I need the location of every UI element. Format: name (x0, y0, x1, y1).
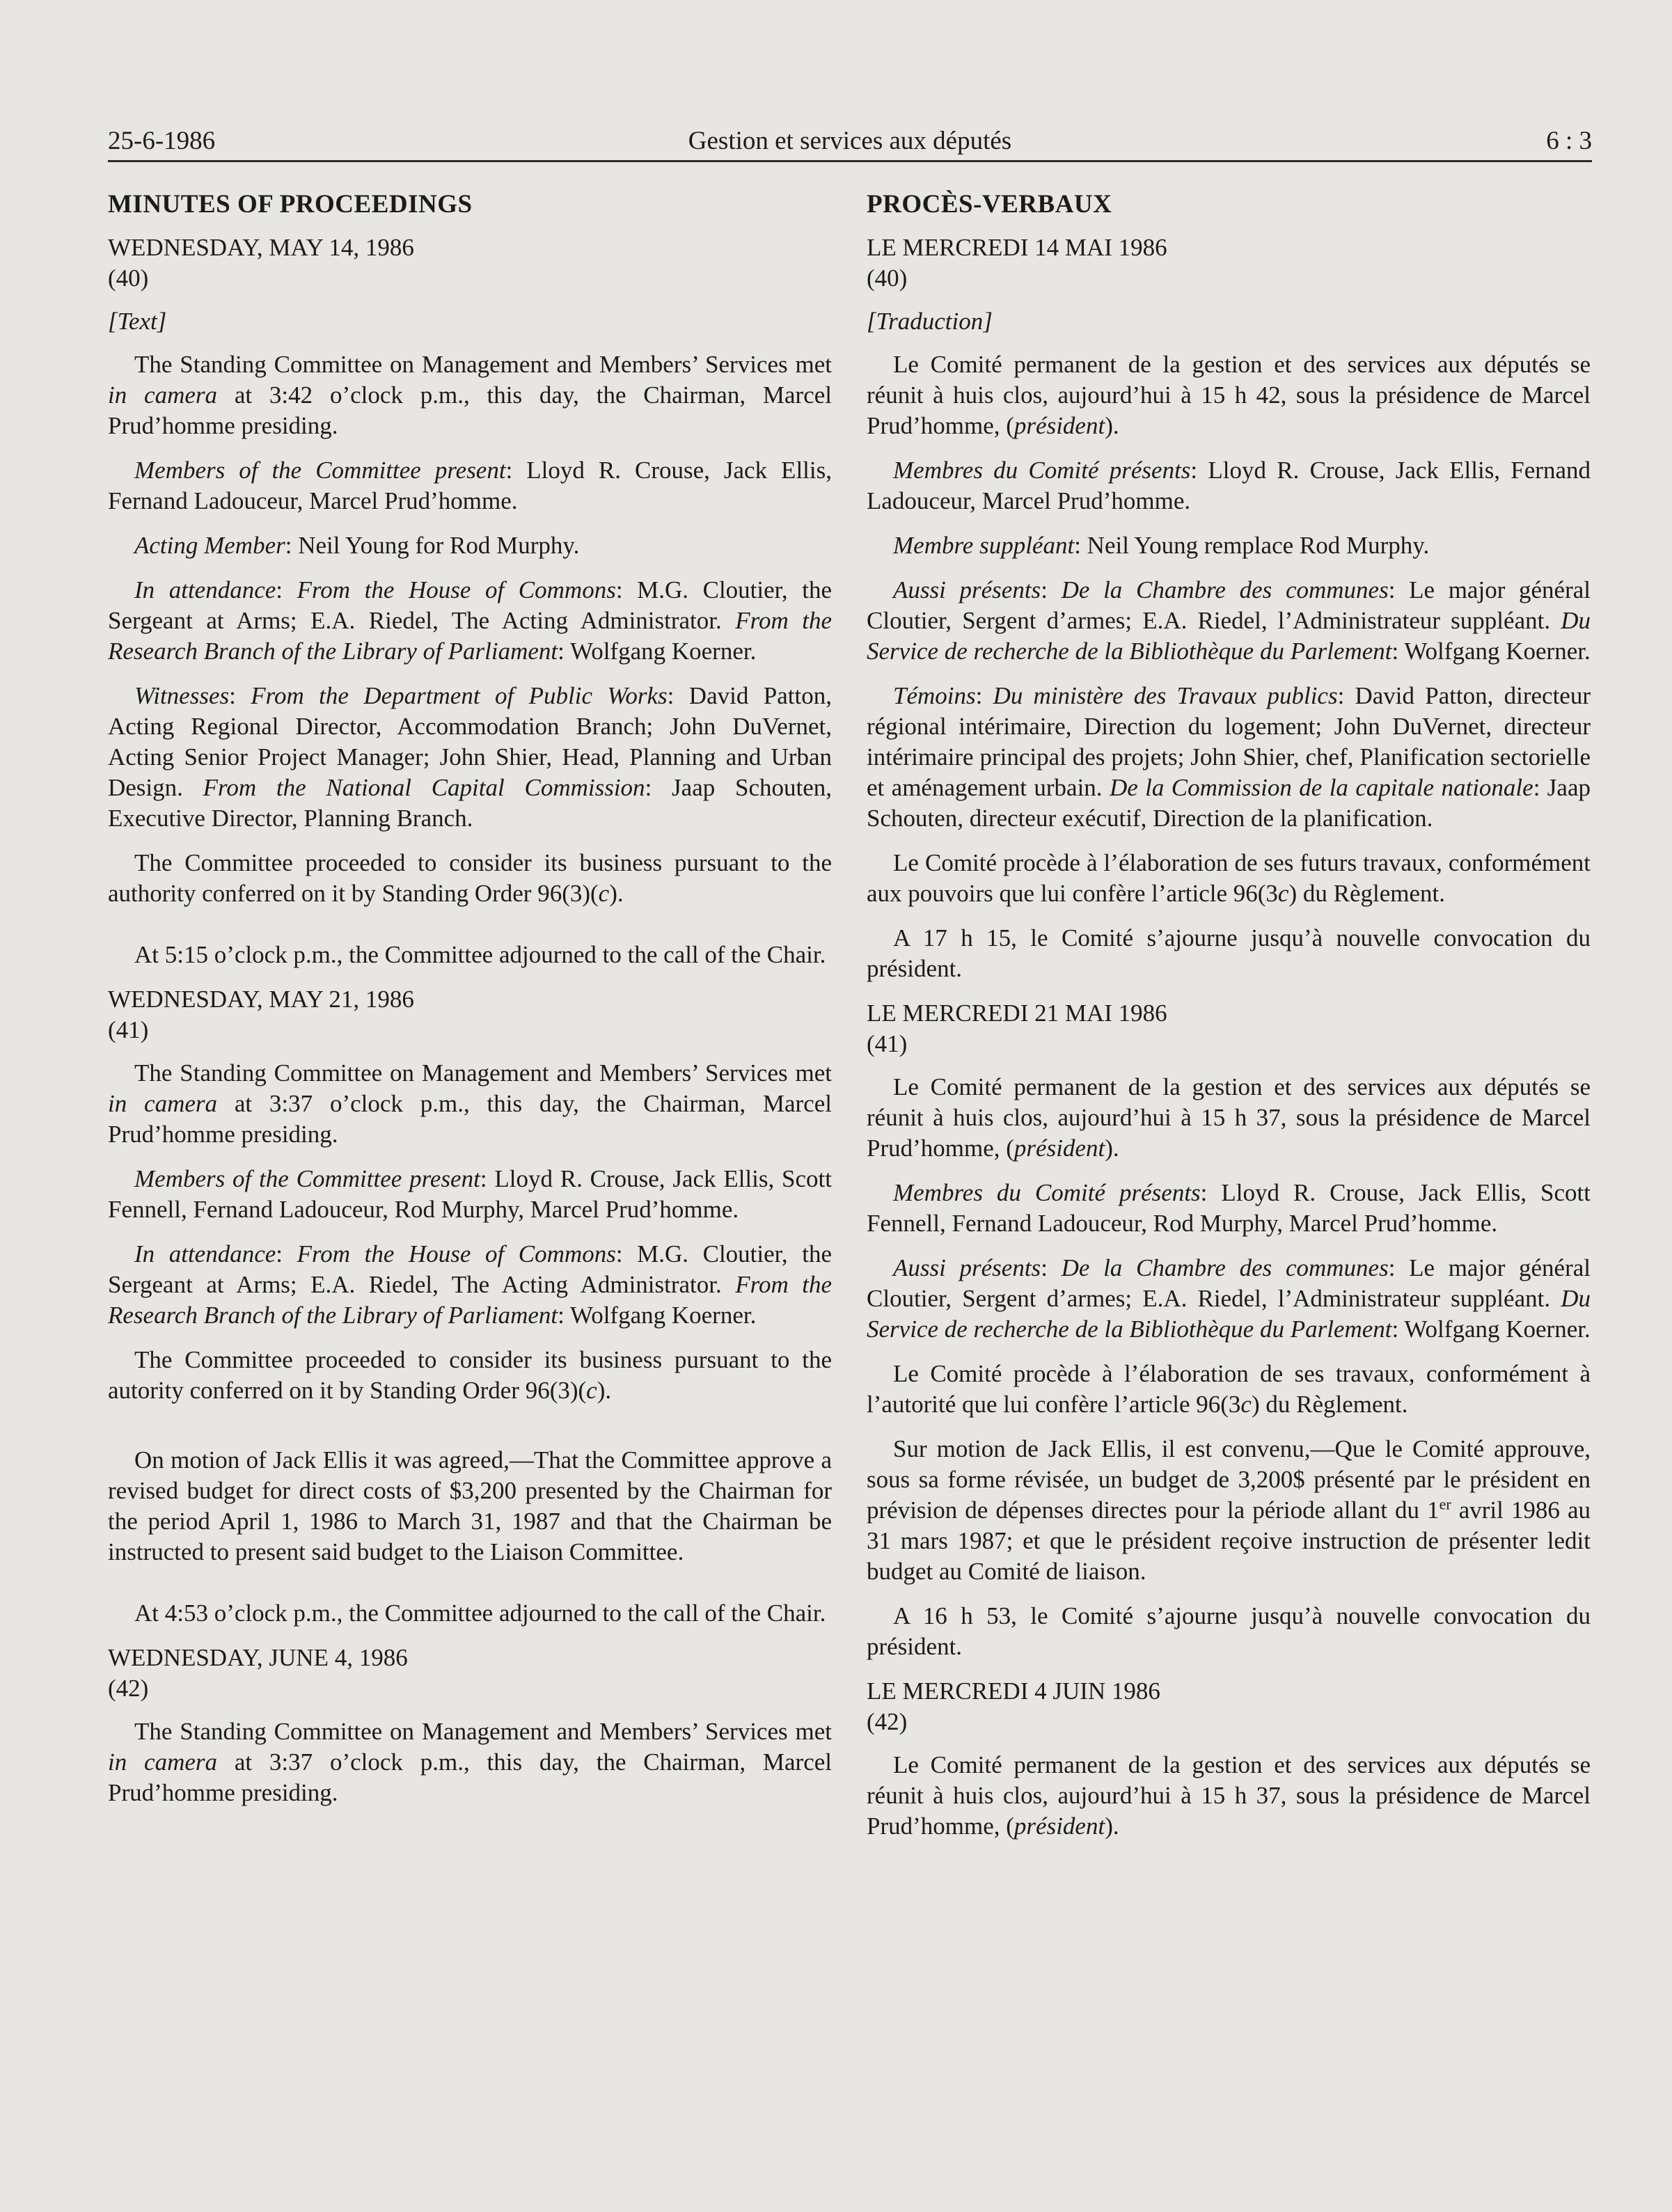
adjournment: At 5:15 o’clock p.m., the Committee adjourned to the call of the Chair. (134, 941, 826, 968)
english-heading: MINUTES OF PROCEEDINGS (108, 190, 473, 219)
sitting-intro: The Standing Committee on Management and Members’ Services met in camera at 3:42 o’clock p.m., this day, the Chairman, Marcel Prud’homme presiding. (108, 351, 832, 439)
sitting-date: WEDNESDAY, MAY 14, 1986 (108, 234, 414, 261)
motion-paragraph: On motion of Jack Ellis it was agreed,—That the Committee approve a revised budget for direct costs of $3,200 presented by the Chairman for the period April 1, 1986 to March 31, 1987 and that the Chairman be instructed to present said budget to the Liaison Committee. (108, 1446, 832, 1565)
header-title: Gestion et services aux députés (688, 127, 1012, 155)
sitting-intro: Le Comité permanent de la gestion et des services aux députés se réunit à huis clos, aujourd’hui à 15 h 42, sous la présidence de Marcel Prud’homme, (président). (867, 351, 1591, 439)
acting-member: Membre suppléant: Neil Young remplace Rod Murphy. (893, 532, 1430, 559)
members-present: Membres du Comité présents: Lloyd R. Crouse, Jack Ellis, Fernand Ladouceur, Marcel Prud’homme. (867, 457, 1591, 514)
header-date: 25-6-1986 (108, 127, 216, 155)
sitting-date: LE MERCREDI 14 MAI 1986 (867, 234, 1167, 261)
sitting-number: (41) (108, 1016, 149, 1043)
business-paragraph: The Committee proceeded to consider its business pursuant to the autority conferred on it by Standing Order 96(3)(c). (108, 1346, 832, 1404)
sitting-date: LE MERCREDI 21 MAI 1986 (867, 1000, 1167, 1027)
sitting-date: WEDNESDAY, JUNE 4, 1986 (108, 1644, 408, 1671)
motion-paragraph: Sur motion de Jack Ellis, il est convenu,—Que le Comité approuve, sous sa forme révisée, un budget de 3,200$ présenté par le président en prévision de dépenses directes pour la période allant du 1er avril 1986 au 31 mars 1987; et que le président reçoive instruction de présenter ledit budget au Comité de liaison. (867, 1435, 1591, 1585)
adjournment: A 16 h 53, le Comité s’ajourne jusqu’à nouvelle convocation du président. (867, 1602, 1591, 1660)
page-header (108, 124, 1592, 159)
in-attendance: In attendance: From the House of Commons: M.G. Cloutier, the Sergeant at Arms; E.A. Riedel, The Acting Administrator. From the Research Branch of the Library of Parliament: Wolfgang Koerner. (108, 1240, 832, 1329)
french-heading: PROCÈS-VERBAUX (867, 190, 1112, 219)
in-attendance: Aussi présents: De la Chambre des communes: Le major général Cloutier, Sergent d’armes; E.A. Riedel, l’Administrateur suppléant. Du Service de recherche de la Bibliothèque du Parlement: Wolfgang Koerner. (867, 576, 1591, 665)
adjournment: A 17 h 15, le Comité s’ajourne jusqu’à nouvelle convocation du président. (867, 924, 1591, 982)
sitting-number: (41) (867, 1030, 908, 1057)
business-paragraph: Le Comité procède à l’élaboration de ses futurs travaux, conformément aux pouvoirs que lui confère l’article 96(3c) du Règlement. (867, 849, 1591, 907)
sitting-intro: Le Comité permanent de la gestion et des services aux députés se réunit à huis clos, aujourd’hui à 15 h 37, sous la présidence de Marcel Prud’homme, (président). (867, 1751, 1591, 1840)
adjournment: At 4:53 o’clock p.m., the Committee adjourned to the call of the Chair. (134, 1599, 826, 1627)
acting-member: Acting Member: Neil Young for Rod Murphy. (134, 532, 580, 559)
page-number: 6 : 3 (1546, 127, 1592, 155)
header-rule (108, 160, 1592, 162)
witnesses: Témoins: Du ministère des Travaux publics: David Patton, directeur régional intérimaire, Direction du logement; John DuVernet, directeur intérimaire principal des projets; John Shier, chef, Planification sectorielle et aménagement urbain. De la Commission de la capitale nationale: Jaap Schouten, directeur exécutif, Direction de la planification. (867, 682, 1591, 832)
in-attendance: In attendance: From the House of Commons: M.G. Cloutier, the Sergeant at Arms; E.A. Riedel, The Acting Administrator. From the Research Branch of the Library of Parliament: Wolfgang Koerner. (108, 576, 832, 665)
text-tag: [Text] (108, 308, 167, 335)
members-present: Members of the Committee present: Lloyd R. Crouse, Jack Ellis, Scott Fennell, Fernand Ladouceur, Rod Murphy, Marcel Prud’homme. (108, 1165, 833, 1223)
sitting-number: (40) (867, 264, 908, 292)
sitting-date: LE MERCREDI 4 JUIN 1986 (867, 1677, 1160, 1705)
english-column (108, 189, 832, 1822)
business-paragraph: The Committee proceeded to consider its business pursuant to the authority conferred on it by Standing Order 96(3)(c). (108, 849, 832, 907)
french-column (867, 189, 1591, 1856)
sitting-number: (40) (108, 264, 149, 292)
sitting-date: WEDNESDAY, MAY 21, 1986 (108, 986, 414, 1013)
business-paragraph: Le Comité procède à l’élaboration de ses travaux, conformément à l’autorité que lui confère l’article 96(3c) du Règlement. (867, 1360, 1591, 1418)
witnesses: Witnesses: From the Department of Public Works: David Patton, Acting Regional Director, Accommodation Branch; John DuVernet, Acting Senior Project Manager; John Shier, Head, Planning and Urban Design. From the National Capital Commission: Jaap Schouten, Executive Director, Planning Branch. (108, 682, 832, 832)
sitting-intro: The Standing Committee on Management and Members’ Services met in camera at 3:37 o’clock p.m., this day, the Chairman, Marcel Prud’homme presiding. (108, 1059, 832, 1148)
sitting-number: (42) (108, 1675, 149, 1702)
in-attendance: Aussi présents: De la Chambre des communes: Le major général Cloutier, Sergent d’armes; E.A. Riedel, l’Administrateur suppléant. Du Service de recherche de la Bibliothèque du Parlement: Wolfgang Koerner. (867, 1254, 1591, 1343)
translation-tag: [Traduction] (867, 308, 993, 335)
members-present: Membres du Comité présents: Lloyd R. Crouse, Jack Ellis, Scott Fennell, Fernand Ladouceur, Rod Murphy, Marcel Prud’homme. (867, 1179, 1591, 1237)
sitting-intro: The Standing Committee on Management and Members’ Services met in camera at 3:37 o’clock p.m., this day, the Chairman, Marcel Prud’homme presiding. (108, 1718, 832, 1806)
sitting-intro: Le Comité permanent de la gestion et des services aux députés se réunit à huis clos, aujourd’hui à 15 h 37, sous la présidence de Marcel Prud’homme, (président). (867, 1073, 1591, 1162)
sitting-number: (42) (867, 1708, 908, 1735)
members-present: Members of the Committee present: Lloyd R. Crouse, Jack Ellis, Fernand Ladouceur, Marcel Prud’homme. (108, 457, 832, 514)
